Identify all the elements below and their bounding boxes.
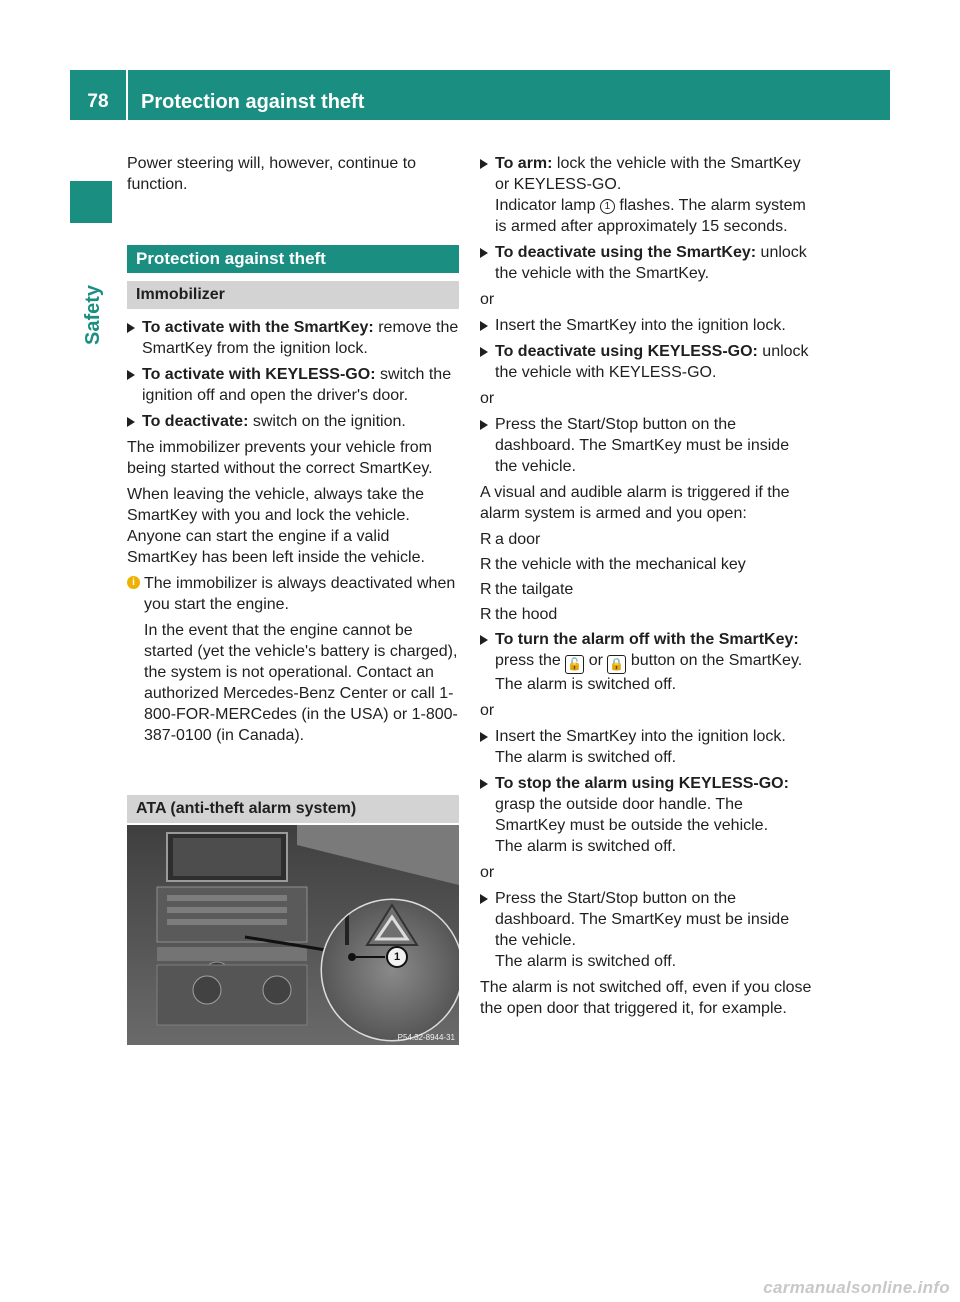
step-arrow-icon xyxy=(480,347,488,357)
page-title: Protection against theft xyxy=(141,91,365,113)
step-arrow-icon xyxy=(480,248,488,258)
step-arrow-icon xyxy=(127,417,135,427)
step-arrow-icon xyxy=(480,779,488,789)
watermark: carmanualsonline.info xyxy=(763,1278,950,1297)
step-arrow-icon xyxy=(480,635,488,645)
step-press-start-2: Press the Start/Stop button on the dashboard. The SmartKey must be inside the vehicle. The alarm is switched off. xyxy=(480,888,812,972)
alarm-trigger-paragraph: A visual and audible alarm is triggered if the alarm system is armed and you open: xyxy=(480,484,790,522)
intro-paragraph: Power steering will, however, continue to function. xyxy=(127,155,417,193)
step-activate-keylessgo: To activate with KEYLESS-GO: switch the ignition off and open the driver's door. xyxy=(127,364,459,406)
or-text: or xyxy=(480,864,495,881)
step-arrow-icon xyxy=(480,732,488,742)
list-item: R a door xyxy=(480,531,541,548)
step-arm: To arm: lock the vehicle with the SmartKey or KEYLESS-GO. Indicator lamp 1 flashes. The alarm system is armed after approximately 15 seconds. xyxy=(480,153,812,237)
right-column xyxy=(480,153,812,1024)
callout-number: 1 xyxy=(393,951,401,963)
section-marker xyxy=(70,181,112,223)
step-arrow-icon xyxy=(480,321,488,331)
or-text: or xyxy=(480,702,495,719)
step-activate-smartkey: To activate with the SmartKey: remove the SmartKey from the ignition lock. xyxy=(127,317,459,359)
unlock-icon: 🔓 xyxy=(565,655,584,674)
step-arrow-icon xyxy=(480,420,488,430)
left-column xyxy=(127,153,459,823)
immobilizer-paragraph-2: When leaving the vehicle, always take the SmartKey with you and lock the vehicle. Anyone can start the engine if a valid SmartKey has been left inside the vehicle. xyxy=(127,486,425,566)
step-arrow-icon xyxy=(127,323,135,333)
section-heading: Protection against theft xyxy=(127,245,459,273)
step-arrow-icon xyxy=(127,370,135,380)
header-separator xyxy=(126,70,128,120)
list-item: R the tailgate xyxy=(480,581,574,598)
lock-icon: 🔒 xyxy=(607,655,626,674)
step-insert-key: Insert the SmartKey into the ignition lock. xyxy=(480,315,812,336)
step-turn-off-smartkey: To turn the alarm off with the SmartKey: press the 🔓 or 🔒 button on the SmartKey. The alarm is switched off. xyxy=(480,629,812,695)
or-text: or xyxy=(480,390,495,407)
list-item: R the hood xyxy=(480,606,558,623)
image-caption: P54.32-8944-31 xyxy=(397,1033,455,1042)
or-text: or xyxy=(480,291,495,308)
step-arrow-icon xyxy=(480,159,488,169)
step-deactivate: To deactivate: switch on the ignition. xyxy=(127,411,459,432)
step-stop-keylessgo: To stop the alarm using KEYLESS-GO: grasp the outside door handle. The SmartKey must be outside the vehicle. The alarm is switched off. xyxy=(480,773,812,857)
step-arrow-icon xyxy=(480,894,488,904)
immobilizer-heading: Immobilizer xyxy=(127,281,459,309)
chapter-tab: Safety xyxy=(82,284,104,345)
indicator-lamp-callout-icon: 1 xyxy=(600,199,615,214)
step-deactivate-keylessgo: To deactivate using KEYLESS-GO: unlock the vehicle with KEYLESS-GO. xyxy=(480,341,812,383)
page-number: 78 xyxy=(87,91,109,112)
step-insert-key-2: Insert the SmartKey into the ignition lock. The alarm is switched off. xyxy=(480,726,812,768)
ata-heading: ATA (anti-theft alarm system) xyxy=(127,795,459,823)
info-note-text-1: The immobilizer is always deactivated when you start the engine. xyxy=(144,575,456,613)
final-paragraph: The alarm is not switched off, even if you close the open door that triggered it, for example. xyxy=(480,979,812,1017)
info-note xyxy=(127,573,459,746)
immobilizer-paragraph-1: The immobilizer prevents your vehicle from being started without the correct SmartKey. xyxy=(127,439,433,477)
step-press-start: Press the Start/Stop button on the dashboard. The SmartKey must be inside the vehicle. xyxy=(480,414,812,477)
list-item: R the vehicle with the mechanical key xyxy=(480,556,746,573)
info-note-text-2: In the event that the engine cannot be started (yet the vehicle's battery is charged), the system is not operational. Contact an authorized Mercedes-Benz Center or call 1-800-FOR-MERCedes (in the USA) or 1-800-387-0100 (in Canada). xyxy=(144,622,458,744)
dashboard-illustration xyxy=(127,825,459,1045)
dashboard-drawing xyxy=(127,825,459,1045)
step-deactivate-smartkey: To deactivate using the SmartKey: unlock the vehicle with the SmartKey. xyxy=(480,242,812,284)
info-icon: i xyxy=(127,576,140,589)
